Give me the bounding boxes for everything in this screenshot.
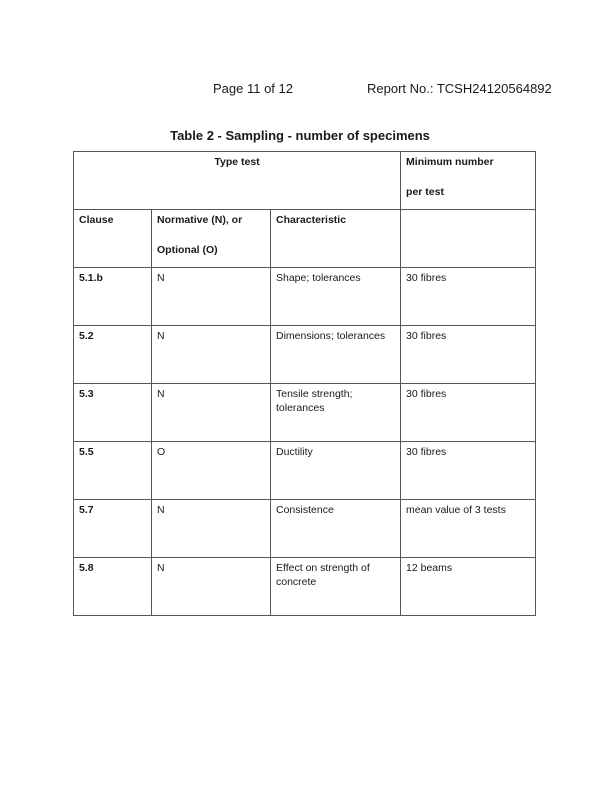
clause-cell: 5.7 xyxy=(74,500,152,558)
table-header-row-2 xyxy=(74,210,536,268)
characteristic-cell: Tensile strength; tolerances xyxy=(271,384,401,442)
empty-header-cell xyxy=(401,210,536,268)
characteristic-cell: Shape; tolerances xyxy=(271,268,401,326)
clause-cell: 5.2 xyxy=(74,326,152,384)
type-test-header xyxy=(74,152,401,210)
table-row xyxy=(74,442,536,500)
minimum-cell: 30 fibres xyxy=(401,268,536,326)
characteristic-cell: Ductility xyxy=(271,442,401,500)
sampling-table xyxy=(73,151,536,616)
table-row xyxy=(74,384,536,442)
clause-cell: 5.3 xyxy=(74,384,152,442)
table-row xyxy=(74,326,536,384)
clause-cell: 5.8 xyxy=(74,558,152,616)
type-cell: N xyxy=(152,500,271,558)
type-cell: N xyxy=(152,558,271,616)
clause-header: Clause xyxy=(74,210,152,268)
table-row xyxy=(74,500,536,558)
type-cell: N xyxy=(152,326,271,384)
characteristic-cell: Consistence xyxy=(271,500,401,558)
type-cell: O xyxy=(152,442,271,500)
table-row xyxy=(74,558,536,616)
minimum-cell: 30 fibres xyxy=(401,384,536,442)
page-number: Page 11 of 12 xyxy=(213,81,293,96)
minimum-cell: mean value of 3 tests xyxy=(401,500,536,558)
type-test-label: Type test xyxy=(214,156,260,168)
type-cell: N xyxy=(152,384,271,442)
characteristic-cell: Dimensions; tolerances xyxy=(271,326,401,384)
table-row xyxy=(74,268,536,326)
clause-cell: 5.1.b xyxy=(74,268,152,326)
characteristic-header: Characteristic xyxy=(271,210,401,268)
minimum-number-line1: Minimum number xyxy=(406,156,494,168)
table-title: Table 2 - Sampling - number of specimens xyxy=(170,128,430,143)
normative-line1: Normative (N), or xyxy=(157,214,243,226)
table-header-row-1 xyxy=(74,152,536,210)
minimum-number-header xyxy=(401,152,536,210)
minimum-cell: 30 fibres xyxy=(401,326,536,384)
minimum-number-line2: per test xyxy=(406,186,444,198)
report-number: Report No.: TCSH24120564892 xyxy=(367,81,552,96)
type-cell: N xyxy=(152,268,271,326)
minimum-cell: 30 fibres xyxy=(401,442,536,500)
minimum-cell: 12 beams xyxy=(401,558,536,616)
normative-line2: Optional (O) xyxy=(157,244,218,256)
normative-header xyxy=(152,210,271,268)
characteristic-cell: Effect on strength of concrete xyxy=(271,558,401,616)
clause-cell: 5.5 xyxy=(74,442,152,500)
